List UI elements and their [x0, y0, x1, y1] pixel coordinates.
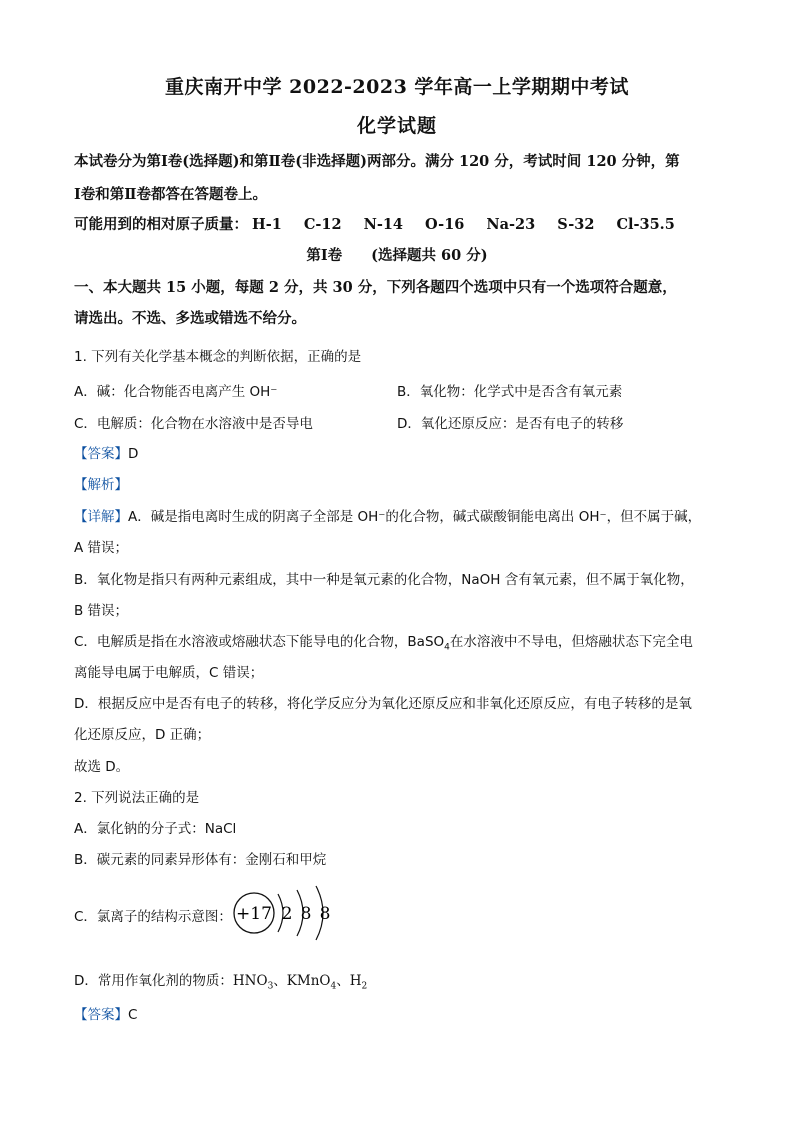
shell-electrons-3: 8 [319, 904, 331, 924]
sep-2: 、 [336, 973, 350, 989]
section-title: 第Ⅰ卷 (选择题共 60 分) [306, 247, 488, 264]
q1-detail-c1 [74, 630, 693, 653]
q1-option-b: B．氧化物：化学式中是否含有氧元素 [397, 384, 623, 400]
formula-kmno4-text: KMnO [286, 973, 331, 989]
q1-detail-b1: B．氧化物是指只有两种元素组成，其中一种是氧元素的化合物，NaOH 含有氧元素，但不属于氧化物， [74, 572, 694, 588]
atom-h: H-1 [252, 216, 282, 233]
q2-answer-value: C [128, 1007, 138, 1023]
q1-detail-a1 [74, 505, 701, 525]
formula-kmno4 [286, 973, 337, 992]
nucleus-charge: +17 [236, 904, 272, 924]
shell-electrons-2: 8 [300, 904, 312, 924]
atom-c: C-12 [303, 216, 342, 233]
q1-detail-c1a: C．电解质是指在水溶液或熔融状态下能导电的化合物，BaSO [74, 634, 445, 650]
q1-detail-c2: 离能导电属于电解质，C 错误； [74, 665, 264, 681]
formula-kmno4-sub: 4 [330, 981, 337, 992]
atom-cl: Cl-35.5 [616, 216, 675, 233]
q1-option-c: C．电解质：化合物在水溶液中是否导电 [74, 416, 313, 432]
q1-option-d: D．氧化还原反应：是否有电子的转移 [397, 416, 624, 432]
exam-title: 重庆南开中学 2022-2023 学年高一上学期期中考试 [165, 76, 629, 98]
section-instruction-2: 请选出。不选、多选或错选不给分。 [74, 310, 306, 327]
intro-line-1: 本试卷分为第Ⅰ卷(选择题)和第Ⅱ卷(非选择题)两部分。满分 120 分，考试时间 120 分钟，第 [74, 153, 680, 170]
q1-analysis-tag: 【解析】 [74, 477, 128, 493]
q1-option-a: A．碱：化合物能否电离产生 OH⁻ [74, 384, 278, 400]
sep-1: 、 [273, 973, 287, 989]
q1-detail-d1: D．根据反应中是否有电子的转移，将化学反应分为氧化还原反应和非氧化还原反应，有电子转移的是氧 [74, 696, 692, 712]
q1-detail-c1-sub: 4 [444, 642, 450, 653]
q2-stem: 2. 下列说法正确的是 [74, 790, 200, 806]
shell-electrons-1: 2 [281, 904, 293, 924]
q2-answer [74, 1003, 137, 1023]
q2-option-a: A．氯化钠的分子式：NaCl [74, 821, 237, 837]
q1-conclusion: 故选 D。 [74, 759, 130, 775]
atom-o: O-16 [425, 216, 465, 233]
q1-detail-c1b: 在水溶液中不导电，但熔融状态下完全电 [449, 634, 693, 650]
q1-detail-a2: A 错误； [74, 540, 129, 556]
atomic-masses [74, 213, 697, 234]
atomic-masses-label: 可能用到的相对原子质量： [74, 216, 248, 233]
chloride-ion-structure-diagram [230, 882, 340, 944]
formula-h2-text: H [349, 973, 362, 989]
q2-option-d-prefix: D．常用作氧化剂的物质： [74, 973, 233, 989]
q1-answer-tag: 【答案】 [74, 446, 128, 462]
q1-answer-value: D [128, 446, 139, 462]
q1-detail-a1-text: A．碱是指电离时生成的阴离子全部是 OH⁻的化合物，碱式碳酸铜能电离出 OH⁻，但不属于碱， [128, 509, 702, 525]
q2-option-c: C．氯离子的结构示意图： [74, 909, 232, 925]
subject-title: 化学试题 [356, 115, 437, 137]
section-instruction-1: 一、本大题共 15 小题，每题 2 分，共 30 分，下列各题四个选项中只有一个选项符合题意， [74, 279, 677, 296]
intro-line-2: Ⅰ卷和第Ⅱ卷都答在答题卷上。 [74, 186, 268, 203]
formula-hno3-text: HNO [232, 973, 268, 989]
q2-answer-tag: 【答案】 [74, 1007, 128, 1023]
q1-answer [74, 442, 138, 462]
q1-detail-b2: B 错误； [74, 603, 129, 619]
q1-detail-tag: 【详解】 [74, 509, 128, 525]
atom-n: N-14 [363, 216, 404, 233]
formula-h2-sub: 2 [361, 981, 368, 992]
formula-hno3 [232, 973, 274, 992]
q2-option-b: B．碳元素的同素异形体有：金刚石和甲烷 [74, 852, 327, 868]
q2-option-d [74, 969, 367, 992]
formula-hno3-sub: 3 [267, 981, 274, 992]
q1-detail-d2: 化还原反应，D 正确； [74, 727, 211, 743]
atom-s: S-32 [557, 216, 595, 233]
q1-stem: 1. 下列有关化学基本概念的判断依据，正确的是 [74, 349, 362, 365]
formula-h2 [349, 973, 368, 992]
atom-na: Na-23 [486, 216, 536, 233]
